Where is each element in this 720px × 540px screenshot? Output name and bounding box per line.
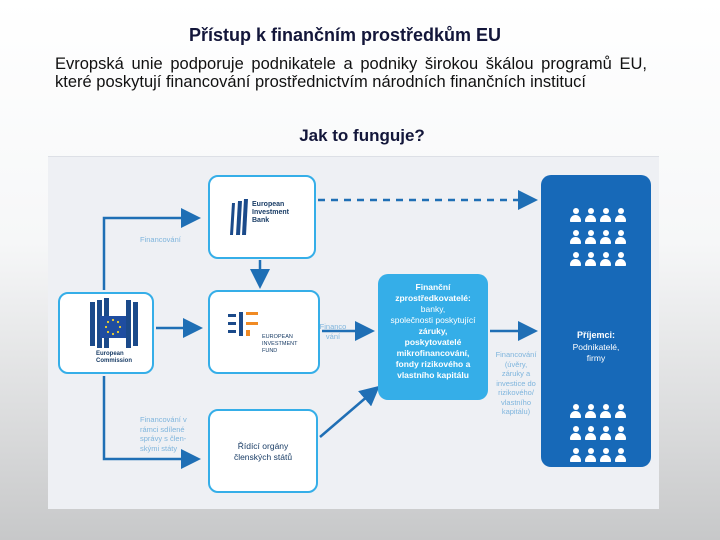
- european-commission-box: [58, 292, 154, 374]
- ec-logo-line: European: [96, 351, 124, 357]
- eif-box: [208, 290, 320, 374]
- financing-forms-line: Financování: [495, 350, 537, 359]
- shared-management-line: Financování v: [140, 415, 187, 424]
- recipients-line: firmy: [586, 353, 606, 363]
- financing-forms-line: záruky a: [501, 369, 531, 378]
- intermediaries-line: banky,: [420, 304, 446, 314]
- financing-forms-line: rizikového/: [498, 388, 534, 397]
- eif-logo-line: EUROPEAN: [262, 334, 293, 340]
- intermediaries-line: mikrofinancování,: [396, 348, 470, 358]
- shared-management-line: skými státy: [140, 443, 178, 453]
- financing-forms-line: kapitálu): [501, 407, 531, 416]
- eib-logo-line: Bank: [252, 217, 270, 224]
- financing-split-line: Financo: [319, 322, 347, 331]
- financing-forms-line: investice do: [496, 378, 536, 388]
- arrow-ec-eib: [104, 218, 196, 290]
- intro-paragraph: Evropská unie podporuje podnikatele a podniky širokou škálou programů EU, které poskytují financování prostřednictvím národních finančních institucí: [55, 55, 647, 91]
- eib-logo-line: European: [252, 201, 285, 208]
- page-title: Přístup k finančním prostředkům EU: [188, 25, 502, 45]
- managing-authorities-box: [208, 409, 318, 493]
- intermediaries-line: poskytovatelé: [404, 337, 462, 347]
- arrow-authorities-intermediaries: [320, 389, 376, 437]
- label-financing-forms: [492, 350, 540, 417]
- people-group-icon: [563, 207, 633, 273]
- financing-forms-line: vlastního: [500, 397, 532, 407]
- label-financing-split: [318, 322, 348, 341]
- label-financing: Financování: [140, 235, 181, 244]
- recipients-box: [541, 175, 651, 467]
- eif-logo-line: INVESTMENT: [262, 341, 298, 347]
- recipients-title: Příjemci:: [576, 330, 616, 340]
- shared-management-line: správy s člen-: [140, 434, 187, 443]
- ec-logo-line: Commission: [96, 358, 133, 364]
- intermediaries-line: vlastního kapitálu: [397, 370, 469, 380]
- authorities-line: členských států: [233, 452, 293, 462]
- recipients-line: Podnikatelé,: [572, 342, 620, 352]
- authorities-line: Řídící orgány: [237, 441, 289, 451]
- eif-logo-icon: [210, 292, 318, 372]
- eif-logo-line: FUND: [262, 348, 278, 354]
- intermediaries-line: společnosti poskytující: [390, 315, 476, 325]
- intermediaries-heading: Finanční zprostředkovatelé:: [395, 282, 471, 303]
- intermediaries-line: fondy rizikového a: [395, 359, 471, 369]
- financing-split-line: vání: [325, 331, 341, 341]
- eib-logo-line: Investment: [252, 209, 289, 216]
- people-group-icon: [563, 403, 633, 469]
- label-shared-management: [140, 415, 187, 453]
- funding-flow-diagram: [48, 156, 659, 509]
- diagram-subtitle: Jak to funguje?: [299, 126, 425, 145]
- financial-intermediaries-box: [378, 274, 488, 400]
- intermediaries-line: záruky,: [418, 326, 448, 336]
- eib-box: [208, 175, 316, 259]
- financing-forms-line: (úvěry,: [504, 359, 528, 369]
- shared-management-line: rámci sdílené: [140, 424, 185, 434]
